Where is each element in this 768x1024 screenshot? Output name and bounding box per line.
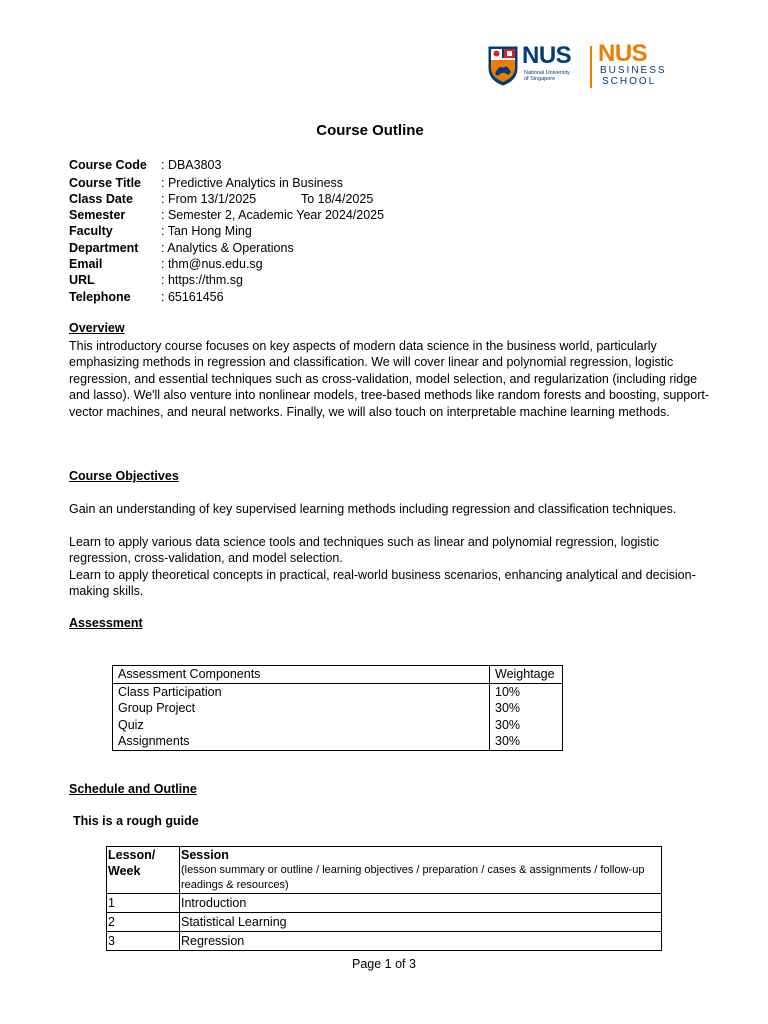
info-value: : Predictive Analytics in Business: [161, 176, 344, 190]
info-value-end-date: To 18/4/2025: [301, 192, 374, 206]
overview-heading: Overview: [69, 321, 125, 335]
table-header-cell: Weightage: [490, 666, 563, 684]
lesson-header-line2: Week: [108, 864, 141, 878]
table-header-cell: [180, 847, 662, 894]
info-label: Email: [69, 257, 103, 271]
info-value: : thm@nus.edu.sg: [161, 257, 263, 271]
info-value: : Tan Hong Ming: [161, 224, 252, 238]
table-header-cell: Assessment Components: [113, 666, 490, 684]
assessment-heading: Assessment: [69, 616, 143, 630]
info-label: Course Title: [69, 176, 142, 190]
nus-subtitle: National University of Singapore: [524, 70, 570, 82]
info-label: Faculty: [69, 224, 113, 238]
info-value: : DBA3803: [161, 158, 222, 172]
table-header-row: [113, 666, 563, 684]
info-value: : Semester 2, Academic Year 2024/2025: [161, 208, 385, 222]
info-label: Course Code: [69, 158, 147, 172]
lesson-header-line1: Lesson/: [108, 848, 156, 862]
info-label: Telephone: [69, 290, 131, 304]
table-row: [107, 932, 662, 951]
objective-item-2: Learn to apply various data science tools and techniques such as linear and polynomial regression, logistic regression, cross-validation, and model selection.: [69, 535, 659, 566]
table-row: [107, 913, 662, 932]
objectives-heading: Course Objectives: [69, 469, 179, 483]
table-cell: 3: [107, 932, 180, 951]
table-cell: 30%: [490, 733, 563, 750]
table-header-row: [107, 847, 662, 894]
page-number: Page 1 of 3: [352, 957, 416, 971]
nus-crest-icon: [488, 46, 518, 86]
nus-business-school-logo: [486, 40, 686, 90]
page-title: Course Outline: [316, 122, 424, 139]
schedule-note: This is a rough guide: [73, 814, 199, 828]
table-cell: Introduction: [180, 894, 662, 913]
table-row: [113, 717, 563, 734]
table-cell: Statistical Learning: [180, 913, 662, 932]
table-cell: 2: [107, 913, 180, 932]
table-row: [113, 683, 563, 700]
objective-item-3: Learn to apply theoretical concepts in practical, real-world business scenarios, enhancing analytical and decision-making skills.: [69, 568, 696, 599]
table-cell: Quiz: [113, 717, 490, 734]
nus-wordmark: NUS: [522, 42, 572, 69]
session-header: Session: [181, 848, 229, 862]
info-label: Class Date: [69, 192, 133, 206]
table-cell: Class Participation: [113, 683, 490, 700]
schedule-table: [106, 846, 662, 951]
info-value: : From 13/1/2025: [161, 192, 257, 206]
table-row: [107, 894, 662, 913]
info-label: Semester: [69, 208, 126, 222]
table-cell: 10%: [490, 683, 563, 700]
overview-text: This introductory course focuses on key aspects of modern data science in the business world, particularly emphasizing methods in regression and classification. We will cover linear and polynomial regression, logistic regression, and essential techniques such as cross-validation, model selection, and regularization (including ridge and lasso). We'll also venture into nonlinear models, tree-based methods like random forests and boosting, support-vector machines, and neural networks. Finally, we will also touch on interpretable machine learning methods.: [69, 339, 710, 419]
info-label: URL: [69, 273, 95, 287]
assessment-table: [112, 665, 563, 751]
objective-item-1: Gain an understanding of key supervised learning methods including regression and classification techniques.: [69, 502, 677, 516]
schedule-heading: Schedule and Outline: [69, 782, 197, 796]
table-row: [113, 700, 563, 717]
table-cell: 30%: [490, 700, 563, 717]
table-row: [113, 733, 563, 750]
session-header-subtitle: (lesson summary or outline / learning objectives / preparation / cases & assignments / follow-up readings & resources): [181, 864, 645, 891]
table-cell: Group Project: [113, 700, 490, 717]
info-value: : 65161456: [161, 290, 224, 304]
table-cell: Regression: [180, 932, 662, 951]
info-label: Department: [69, 241, 139, 255]
business-school-line1: BUSINESS: [600, 65, 667, 76]
table-header-cell: [107, 847, 180, 894]
table-cell: Assignments: [113, 733, 490, 750]
table-cell: 1: [107, 894, 180, 913]
business-school-wordmark: NUS: [598, 40, 648, 67]
business-school-line2: SCHOOL: [602, 76, 657, 87]
table-cell: 30%: [490, 717, 563, 734]
info-value: : https://thm.sg: [161, 273, 243, 287]
info-value: : Analytics & Operations: [161, 241, 294, 255]
logo-divider: [590, 46, 592, 88]
